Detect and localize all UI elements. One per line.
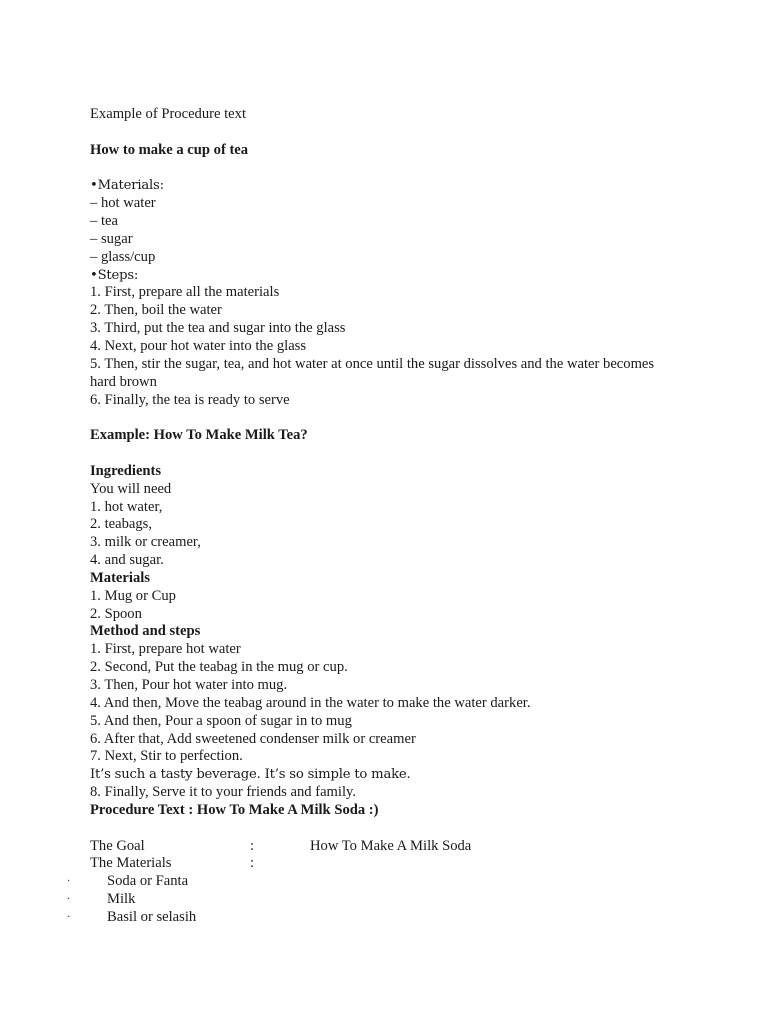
material-item: 2. Spoon	[90, 605, 142, 622]
ingredient-item: 1. hot water,	[90, 498, 163, 515]
tea-step: 6. Finally, the tea is ready to serve	[90, 391, 290, 408]
method-step: 8. Finally, Serve it to your friends and family.	[90, 784, 357, 801]
bullet-icon: ·	[67, 894, 71, 906]
soda-materials-label: The Materials	[90, 855, 172, 872]
tea-material-item: – hot water	[90, 195, 156, 212]
materials-heading: Materials	[90, 569, 150, 586]
bullet-icon: ·	[67, 911, 71, 923]
method-step: 4. And then, Move the teabag around in the water to make the water darker.	[90, 694, 531, 711]
materials-row	[90, 855, 690, 873]
tea-step: 2. Then, boil the water	[90, 302, 222, 319]
tea-title: How to make a cup of tea	[90, 141, 249, 158]
method-heading: Method and steps	[90, 623, 201, 640]
tea-step: 4. Next, pour hot water into the glass	[90, 337, 307, 354]
tea-step: 3. Third, put the tea and sugar into the glass	[90, 320, 346, 337]
tea-material-item: – glass/cup	[90, 248, 156, 265]
method-step: 7. Next, Stir to perfection.	[90, 748, 243, 765]
ingredients-heading: Ingredients	[90, 462, 162, 479]
bullet-icon: ·	[67, 876, 71, 888]
goal-value: How To Make A Milk Soda	[310, 837, 472, 854]
ingredient-item: 2. teabags,	[90, 516, 153, 533]
soda-material-item: · Soda or Fanta	[67, 873, 189, 890]
ingredient-item: 4. and sugar.	[90, 552, 164, 569]
method-step: 2. Second, Put the teabag in the mug or cup.	[90, 659, 348, 676]
tea-material-item: – tea	[90, 213, 118, 230]
soda-materials-colon: :	[250, 855, 255, 872]
method-step: 6. After that, Add sweetened condenser milk or creamer	[90, 730, 416, 747]
ingredients-intro: You will need	[90, 480, 172, 497]
intro-text: Example of Procedure text	[90, 106, 247, 122]
goal-row	[90, 838, 690, 856]
goal-label: The Goal	[90, 837, 145, 854]
method-step: 1. First, prepare hot water	[90, 641, 241, 658]
soda-material-item: · Milk	[67, 891, 136, 908]
tea-materials-label: •Materials:	[90, 178, 164, 194]
soda-material-item: · Basil or selasih	[67, 908, 197, 925]
tea-steps-label: •Steps:	[90, 267, 139, 283]
tea-step: 5. Then, stir the sugar, tea, and hot water at once until the sugar dissolves and the water becomes hard brown	[90, 355, 655, 390]
tea-step: 1. First, prepare all the materials	[90, 284, 280, 301]
milk-tea-title: Example: How To Make Milk Tea?	[90, 427, 308, 444]
milk-soda-title: Procedure Text : How To Make A Milk Soda :)	[90, 801, 379, 818]
method-step: 3. Then, Pour hot water into mug.	[90, 677, 288, 693]
goal-colon: :	[250, 837, 255, 854]
ingredient-item: 3. milk or creamer,	[90, 534, 201, 551]
tasty-note: It’s such a tasty beverage. It’s so simple to make.	[90, 767, 411, 783]
method-step: 5. And then, Pour a spoon of sugar in to mug	[90, 712, 352, 729]
document-page	[67, 106, 690, 927]
material-item: 1. Mug or Cup	[90, 587, 176, 604]
tea-material-item: – sugar	[90, 230, 133, 247]
